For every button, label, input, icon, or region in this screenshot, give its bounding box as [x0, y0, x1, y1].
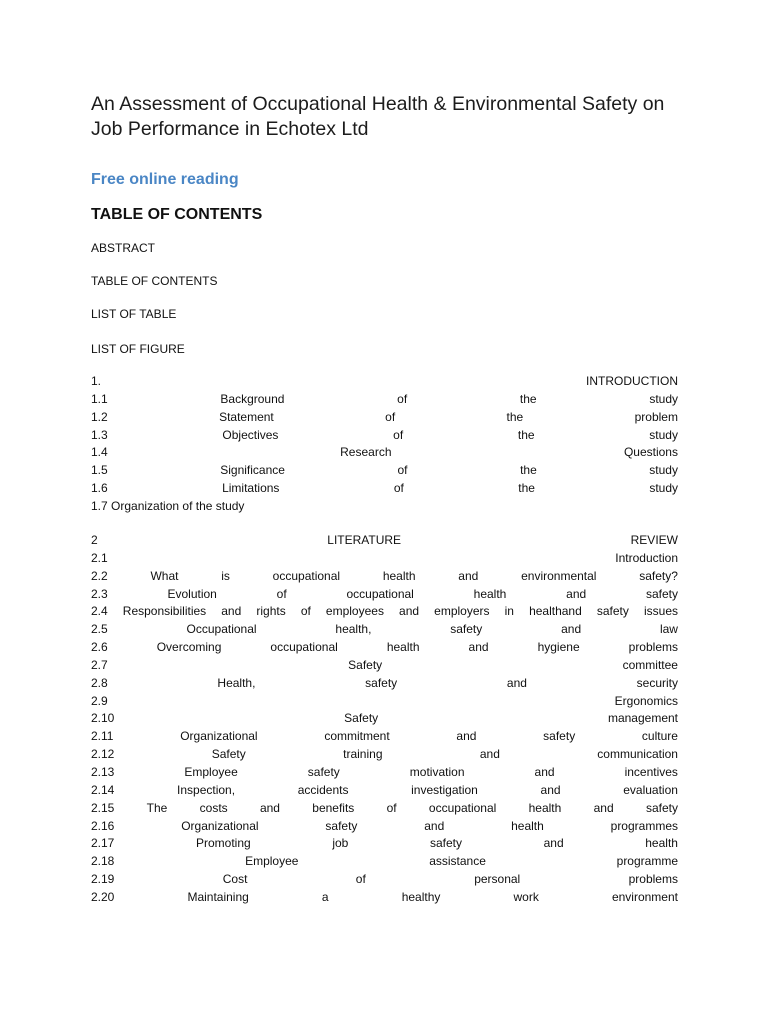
toc-entry-word: Background [220, 391, 285, 406]
toc-entry-word: job [332, 836, 349, 851]
toc-entry-number: 2 [91, 533, 98, 547]
toc-entry-word: and [468, 640, 489, 655]
toc-entry-word: and [479, 747, 500, 762]
toc-entry-word: commitment [324, 729, 390, 744]
toc-entry [91, 586, 678, 604]
toc-entry-word: environment [611, 889, 678, 904]
toc-entry-word: problems [628, 872, 678, 887]
toc-entry-word: Limitations [222, 481, 280, 496]
toc-entry-word: and [424, 818, 445, 833]
toc-entry-number: 2.6 [91, 640, 108, 655]
toc-entry-word: and [506, 675, 527, 690]
toc-entry-word: communication [597, 747, 678, 762]
toc-entry-word: Questions [623, 445, 678, 460]
toc-entry-number: 2.19 [91, 872, 115, 887]
toc-entry-word: problem [634, 409, 678, 424]
toc-entry-word: Organizational [180, 729, 258, 744]
toc-chapter-2 [91, 532, 678, 907]
toc-entry-word: Employee [245, 854, 299, 869]
toc-entry-word: culture [641, 729, 678, 744]
toc-entry-word: and [456, 729, 477, 744]
toc-entry-word: personal [474, 872, 521, 887]
toc-entry-word: costs [199, 800, 228, 815]
toc-entry-word: safety [596, 604, 629, 619]
toc-entry [91, 480, 678, 498]
toc-entry-word: law [659, 622, 678, 637]
toc-entry-word: occupational [272, 568, 341, 583]
toc-entry-word: and [593, 800, 614, 815]
toc-entry-word: and [458, 568, 479, 583]
toc-entry [91, 409, 678, 427]
toc-entry-number: 2.17 [91, 836, 115, 851]
toc-entry-word: Significance [220, 463, 285, 478]
toc-entry-word: the [520, 463, 537, 478]
toc-entry-word: The [146, 800, 168, 815]
toc-entry [91, 710, 678, 728]
toc-entry-number: 2.11 [91, 729, 114, 744]
toc-entry-word: of [397, 463, 408, 478]
toc-entry-word: training [343, 747, 383, 762]
toc-entry-word: assistance [429, 854, 486, 869]
toc-entry-word: Inspection, [177, 782, 236, 797]
toc-entry-word: health [382, 568, 416, 583]
toc-entry-word: investigation [411, 782, 478, 797]
toc-entry-word: safety? [639, 568, 678, 583]
toc-entry-word: issues [643, 604, 678, 619]
front-matter-toc: TABLE OF CONTENTS [91, 274, 218, 288]
toc-entry [91, 693, 678, 711]
toc-entry [91, 871, 678, 889]
toc-entry-number: 2.16 [91, 818, 115, 833]
toc-entry [91, 782, 678, 800]
toc-entry-word: and [399, 604, 420, 619]
toc-entry-number: 2.1 [91, 550, 108, 565]
toc-entry-number: 1.7 Organization of the study [91, 498, 245, 513]
toc-entry [91, 498, 678, 516]
toc-entry-number: 2.3 [91, 586, 108, 601]
toc-entry-word: programme [616, 854, 678, 869]
toc-entry-number: 2.10 [91, 711, 115, 726]
toc-entry-word: incentives [624, 764, 678, 779]
toc-entry-word: hygiene [537, 640, 580, 655]
front-matter-abstract: ABSTRACT [91, 241, 156, 255]
toc-entry-word: study [649, 481, 678, 496]
toc-entry-word: Safety [348, 657, 383, 672]
toc-entry-word: committee [622, 657, 678, 672]
toc-entry-word: accidents [297, 782, 349, 797]
toc-entry-word: the [518, 481, 535, 496]
toc-entry-word: Overcoming [156, 640, 222, 655]
toc-entry-number: 1.2 [91, 409, 108, 424]
toc-entry-word: Evolution [167, 586, 217, 601]
toc-entry-word: and [561, 622, 582, 637]
toc-entry-word: Promoting [195, 836, 251, 851]
toc-entry [91, 675, 678, 693]
toc-entry-word: environmental [521, 568, 597, 583]
toc-entry-number: 2.9 [91, 693, 108, 708]
toc-entry-number: 2.5 [91, 622, 108, 637]
toc-entry [91, 532, 678, 550]
toc-entry-word: safety [450, 622, 483, 637]
toc-entry-number: 2.12 [91, 747, 115, 762]
toc-entry-word: LITERATURE [327, 533, 402, 547]
toc-entry-word: Safety [211, 747, 246, 762]
toc-entry-word: What [150, 568, 179, 583]
toc-entry-number: 1. [91, 374, 102, 388]
toc-entry-word: REVIEW [630, 533, 678, 547]
toc-entry-word: of [300, 604, 311, 619]
toc-entry-word: Research [340, 445, 392, 460]
toc-entry-word: of [393, 427, 404, 442]
toc-entry [91, 728, 678, 746]
toc-entry-number: 2.20 [91, 889, 115, 904]
toc-entry-number: 1.3 [91, 427, 108, 442]
toc-entry-word: employees [325, 604, 384, 619]
toc-entry-word: and [534, 764, 555, 779]
toc-entry [91, 746, 678, 764]
toc-entry-word: Maintaining [187, 889, 249, 904]
toc-entry-word: motivation [409, 764, 465, 779]
toc-entry-word: of [386, 800, 397, 815]
front-matter-list-of-table: LIST OF TABLE [91, 307, 177, 321]
front-matter-list-of-figure: LIST OF FIGURE [91, 342, 185, 356]
toc-entry-number: 1.4 [91, 445, 108, 460]
free-online-reading-link[interactable]: Free online reading [91, 171, 239, 188]
toc-entry-word: Statement [219, 409, 274, 424]
toc-entry-word: of [355, 872, 366, 887]
toc-entry [91, 639, 678, 657]
toc-entry [91, 657, 678, 675]
toc-entry [91, 427, 678, 445]
toc-entry-word: INTRODUCTION [586, 374, 678, 388]
toc-entry-word: the [519, 391, 537, 406]
toc-entry-word: and [540, 782, 561, 797]
toc-entry-word: safety [307, 764, 340, 779]
toc-entry-word: health [511, 818, 544, 833]
toc-entry [91, 818, 678, 836]
toc-entry-word: and [566, 586, 587, 601]
toc-entry-word: benefits [312, 800, 355, 815]
toc-entry-word: programmes [610, 818, 678, 833]
toc-entry-word: of [385, 409, 396, 424]
toc-entry-word: study [649, 427, 678, 442]
toc-entry-word: and [259, 800, 280, 815]
toc-entry-word: Introduction [615, 550, 678, 565]
toc-entry-word: study [649, 463, 678, 478]
toc-entry-word: a [321, 889, 329, 904]
toc-entry-word: health [473, 586, 507, 601]
toc-entry-word: security [636, 675, 678, 690]
toc-entry [91, 568, 678, 586]
toc-entry-word: healthy [401, 889, 441, 904]
toc-entry [91, 603, 678, 621]
toc-entry-word: Responsibilities [122, 604, 207, 619]
toc-entry [91, 800, 678, 818]
toc-entry-word: Cost [222, 872, 248, 887]
toc-entry-word: of [397, 391, 408, 406]
toc-entry-word: healthand [529, 604, 582, 619]
toc-entry [91, 550, 678, 568]
toc-entry-word: Ergonomics [614, 693, 678, 708]
toc-entry-word: the [506, 409, 524, 424]
toc-entry [91, 373, 678, 391]
toc-entry-word: employers [434, 604, 490, 619]
toc-entry-number: 2.13 [91, 764, 115, 779]
toc-entry-number: 2.7 [91, 657, 108, 672]
toc-entry-word: and [543, 836, 564, 851]
toc-entry-number: 1.5 [91, 463, 108, 478]
toc-entry-word: safety [325, 818, 358, 833]
toc-entry [91, 764, 678, 782]
toc-entry-word: health [645, 836, 678, 851]
toc-entry-word: occupational [428, 800, 497, 815]
toc-entry-word: safety [645, 800, 678, 815]
toc-entry-word: is [221, 568, 230, 583]
toc-entry-word: health, [335, 622, 372, 637]
toc-entry-number: 1.6 [91, 481, 108, 496]
toc-entry-number: 2.14 [91, 782, 115, 797]
toc-entry [91, 621, 678, 639]
toc-entry-number: 2.8 [91, 675, 108, 690]
toc-entry-word: safety [543, 729, 576, 744]
toc-entry-word: health [528, 800, 562, 815]
toc-entry-word: management [607, 711, 678, 726]
toc-entry-word: Occupational [186, 622, 257, 637]
toc-entry-number: 2.18 [91, 854, 115, 869]
toc-entry-word: safety [645, 586, 678, 601]
toc-entry-word: of [393, 481, 404, 496]
toc-entry-word: rights [256, 604, 286, 619]
toc-entry [91, 853, 678, 871]
toc-entry-word: work [513, 889, 539, 904]
toc-entry-word: occupational [270, 640, 338, 655]
toc-entry-word: health [386, 640, 420, 655]
toc-chapter-1 [91, 373, 678, 516]
toc-entry-word: study [649, 391, 678, 406]
toc-entry-word: safety [429, 836, 462, 851]
toc-entry [91, 889, 678, 907]
toc-entry [91, 835, 678, 853]
toc-entry-number: 1.1 [91, 391, 108, 406]
toc-entry [91, 462, 678, 480]
toc-entry-word: Employee [184, 764, 238, 779]
toc-entry-word: of [276, 586, 287, 601]
toc-entry-number: 2.4 [91, 604, 108, 619]
toc-entry [91, 444, 678, 462]
toc-entry-number: 2.15 [91, 800, 115, 815]
toc-entry-word: problems [628, 640, 678, 655]
toc-entry-word: Organizational [181, 818, 259, 833]
toc-entry-word: occupational [346, 586, 414, 601]
toc-entry-word: safety [365, 675, 398, 690]
toc-heading: TABLE OF CONTENTS [91, 206, 263, 223]
document-title: An Assessment of Occupational Health & Environmental Safety on Job Performance in Echotex Ltd [91, 93, 665, 140]
toc-entry-word: the [517, 427, 535, 442]
toc-entry-word: Objectives [222, 427, 279, 442]
toc-entry [91, 391, 678, 409]
toc-entry-word: Safety [344, 711, 379, 726]
toc-entry-word: Health, [217, 675, 256, 690]
toc-entry-word: evaluation [623, 782, 678, 797]
toc-entry-number: 2.2 [91, 568, 108, 583]
toc-entry-word: and [221, 604, 242, 619]
toc-entry-word: in [504, 604, 514, 619]
